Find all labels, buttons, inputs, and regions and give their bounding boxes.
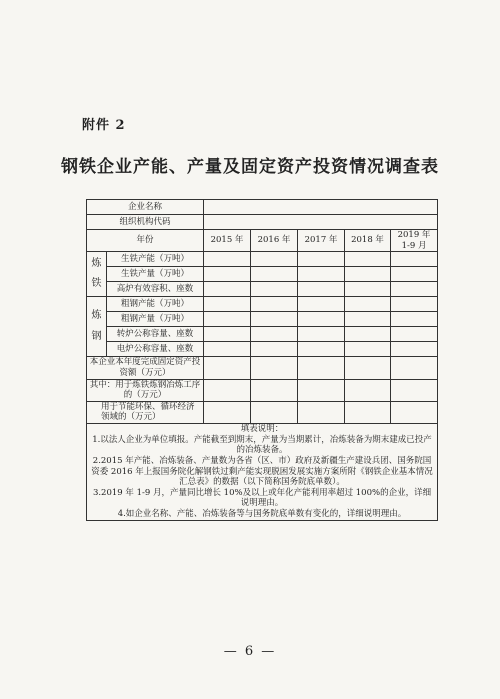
data-cell[interactable]	[251, 252, 298, 267]
note-item: 2.2015 年产能、冶炼装备、产量数为各省（区、市）政府及新疆生产建设兵团、国务院国资委 2016 年上报国务院化解钢铁过剩产能实现脱困发展实施方案所附《钢铁企业基本情况汇总表》的数据（以下简称国务院底单数）。	[91, 455, 433, 488]
data-cell[interactable]	[298, 312, 345, 327]
table-row	[87, 357, 438, 379]
row-label: 本企业本年度完成固定资产投资额（万元）	[87, 357, 204, 379]
data-cell[interactable]	[391, 327, 438, 342]
data-cell[interactable]	[298, 267, 345, 282]
notes-row	[87, 424, 438, 521]
data-cell[interactable]	[345, 312, 391, 327]
data-cell[interactable]	[251, 357, 298, 379]
note-item: 4.如企业名称、产能、冶炼装备等与国务院底单数有变化的，详细说明理由。	[117, 509, 407, 519]
attachment-label: 附件 2	[82, 118, 126, 133]
data-cell[interactable]	[251, 401, 298, 423]
table-row	[87, 252, 438, 267]
row-label: 转炉公称容量、座数	[107, 327, 204, 342]
org-code-label: 组织机构代码	[87, 215, 204, 230]
table-row	[87, 342, 438, 357]
data-cell[interactable]	[345, 401, 391, 423]
table-row	[87, 401, 438, 423]
data-cell[interactable]	[345, 297, 391, 312]
data-cell[interactable]	[204, 327, 251, 342]
year-label: 年份	[87, 230, 204, 252]
data-cell[interactable]	[251, 379, 298, 401]
data-cell[interactable]	[251, 297, 298, 312]
data-cell[interactable]	[298, 297, 345, 312]
data-cell[interactable]	[391, 379, 438, 401]
year-header: 2017 年	[298, 230, 345, 252]
year-header: 2015 年	[204, 230, 251, 252]
row-label: 高炉有效容积、座数	[107, 282, 204, 297]
company-name-row	[87, 200, 438, 215]
data-cell[interactable]	[391, 357, 438, 379]
data-cell[interactable]	[204, 267, 251, 282]
data-cell[interactable]	[345, 342, 391, 357]
row-label: 生铁产能（万吨）	[107, 252, 204, 267]
data-cell[interactable]	[345, 327, 391, 342]
data-cell[interactable]	[204, 357, 251, 379]
data-cell[interactable]	[345, 379, 391, 401]
company-name-label: 企业名称	[87, 200, 204, 215]
table-row	[87, 267, 438, 282]
data-cell[interactable]	[251, 267, 298, 282]
table-row	[87, 379, 438, 401]
data-cell[interactable]	[204, 342, 251, 357]
data-cell[interactable]	[204, 379, 251, 401]
data-cell[interactable]	[298, 282, 345, 297]
table-row	[87, 282, 438, 297]
data-cell[interactable]	[298, 342, 345, 357]
data-cell[interactable]	[391, 282, 438, 297]
table-row	[87, 327, 438, 342]
data-cell[interactable]	[251, 282, 298, 297]
survey-table	[86, 199, 438, 521]
data-cell[interactable]	[204, 401, 251, 423]
page-title: 钢铁企业产能、产量及固定资产投资情况调查表	[61, 157, 439, 177]
table-row	[87, 297, 438, 312]
data-cell[interactable]	[204, 312, 251, 327]
data-cell[interactable]	[391, 252, 438, 267]
steel-group-label: 炼 钢	[87, 297, 107, 357]
org-code-row	[87, 215, 438, 230]
data-cell[interactable]	[345, 252, 391, 267]
table-row	[87, 312, 438, 327]
data-cell[interactable]	[391, 342, 438, 357]
row-label: 其中：用于炼铁炼钢冶炼工序的（万元）	[87, 379, 204, 401]
year-header: 2016 年	[251, 230, 298, 252]
iron-group-label: 炼 铁	[87, 252, 107, 297]
data-cell[interactable]	[251, 327, 298, 342]
row-label: 生铁产量（万吨）	[107, 267, 204, 282]
notes-heading: 填表说明：	[240, 424, 284, 434]
note-item: 3.2019 年 1-9 月，产量同比增长 10%及以上或年化产能利用率超过 100%的企业，详细说明理由。	[92, 487, 432, 509]
data-cell[interactable]	[391, 297, 438, 312]
data-cell[interactable]	[298, 327, 345, 342]
row-label: 粗钢产能（万吨）	[107, 297, 204, 312]
row-label: 电炉公称容量、座数	[107, 342, 204, 357]
data-cell[interactable]	[204, 282, 251, 297]
company-name-cell[interactable]	[204, 200, 438, 215]
data-cell[interactable]	[391, 401, 438, 423]
data-cell[interactable]	[345, 357, 391, 379]
data-cell[interactable]	[391, 312, 438, 327]
data-cell[interactable]	[204, 297, 251, 312]
note-item: 1.以法人企业为单位填报。产能截至到期末，产量为当期累计，冶炼装备为期末建成已投产的冶炼装备。	[92, 434, 432, 456]
data-cell[interactable]	[251, 342, 298, 357]
data-cell[interactable]	[298, 401, 345, 423]
data-cell[interactable]	[391, 267, 438, 282]
org-code-cell[interactable]	[204, 215, 438, 230]
year-header-row	[87, 230, 438, 252]
data-cell[interactable]	[251, 312, 298, 327]
data-cell[interactable]	[298, 357, 345, 379]
data-cell[interactable]	[298, 252, 345, 267]
data-cell[interactable]	[345, 267, 391, 282]
data-cell[interactable]	[204, 252, 251, 267]
page-number: — 6 —	[223, 644, 277, 659]
data-cell[interactable]	[345, 282, 391, 297]
row-label: 用于节能环保、循环经济领域的（万元）	[87, 401, 204, 423]
year-header: 2019 年 1-9 月	[391, 230, 438, 252]
year-header: 2018 年	[345, 230, 391, 252]
fill-instructions	[87, 424, 438, 521]
data-cell[interactable]	[298, 379, 345, 401]
row-label: 粗钢产量（万吨）	[107, 312, 204, 327]
